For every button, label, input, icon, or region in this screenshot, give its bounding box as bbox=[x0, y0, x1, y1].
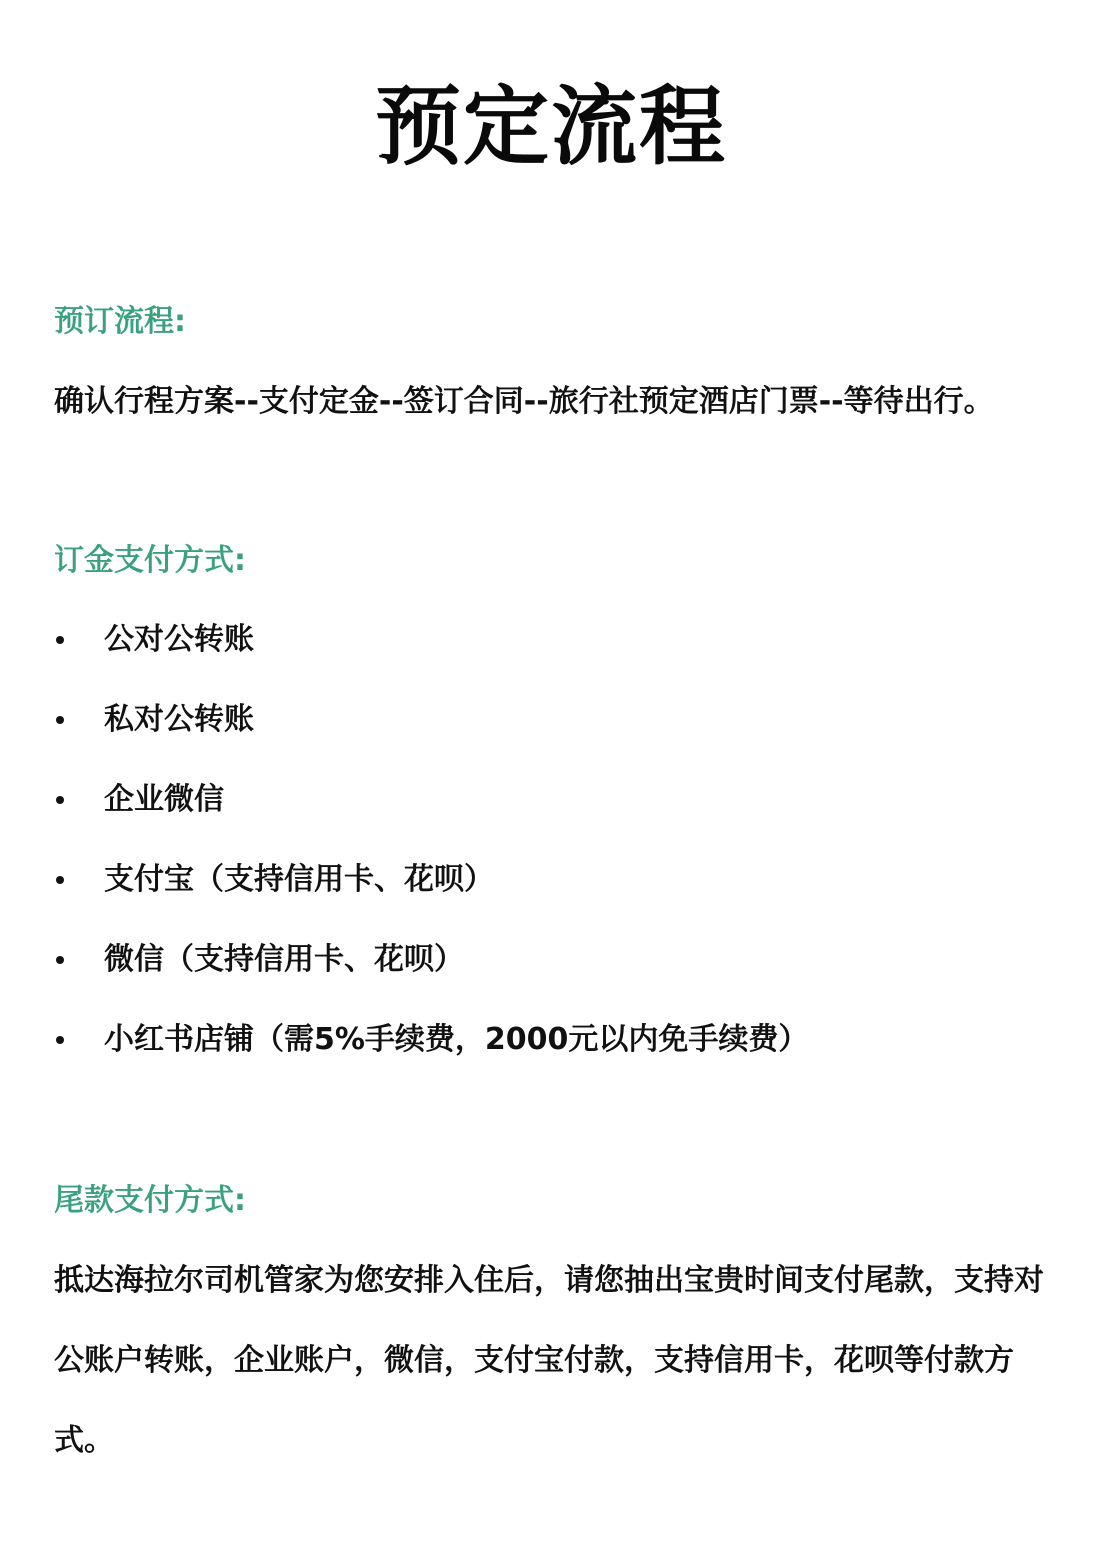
bullet-icon bbox=[56, 1036, 64, 1044]
balance-payment-text: 抵达海拉尔司机管家为您安排入住后，请您抽出宝贵时间支付尾款，支持对公账户转账，企业账户，微信，支付宝付款，支持信用卡，花呗等付款方式。 bbox=[54, 1263, 1044, 1458]
list-item-text: 小红书店铺（需5%手续费，2000元以内免手续费） bbox=[104, 1022, 809, 1057]
deposit-heading: 订金支付方式: bbox=[54, 543, 246, 578]
booking-process-text: 确认行程方案--支付定金--签订合同--旅行社预定酒店门票--等待出行。 bbox=[54, 384, 994, 419]
list-item-text: 私对公转账 bbox=[104, 702, 254, 737]
balance-heading: 尾款支付方式: bbox=[54, 1183, 246, 1218]
bullet-icon bbox=[56, 796, 64, 804]
page-title: 预定流程 bbox=[375, 77, 727, 177]
list-item-text: 支付宝（支持信用卡、花呗） bbox=[104, 862, 494, 897]
bullet-icon bbox=[56, 876, 64, 884]
bullet-icon bbox=[56, 716, 64, 724]
list-item-text: 微信（支持信用卡、花呗） bbox=[104, 942, 464, 977]
bullet-icon bbox=[56, 636, 64, 644]
list-item-text: 企业微信 bbox=[104, 782, 224, 817]
booking-heading: 预订流程: bbox=[54, 304, 186, 339]
bullet-icon bbox=[56, 956, 64, 964]
list-item-text: 公对公转账 bbox=[104, 622, 254, 657]
